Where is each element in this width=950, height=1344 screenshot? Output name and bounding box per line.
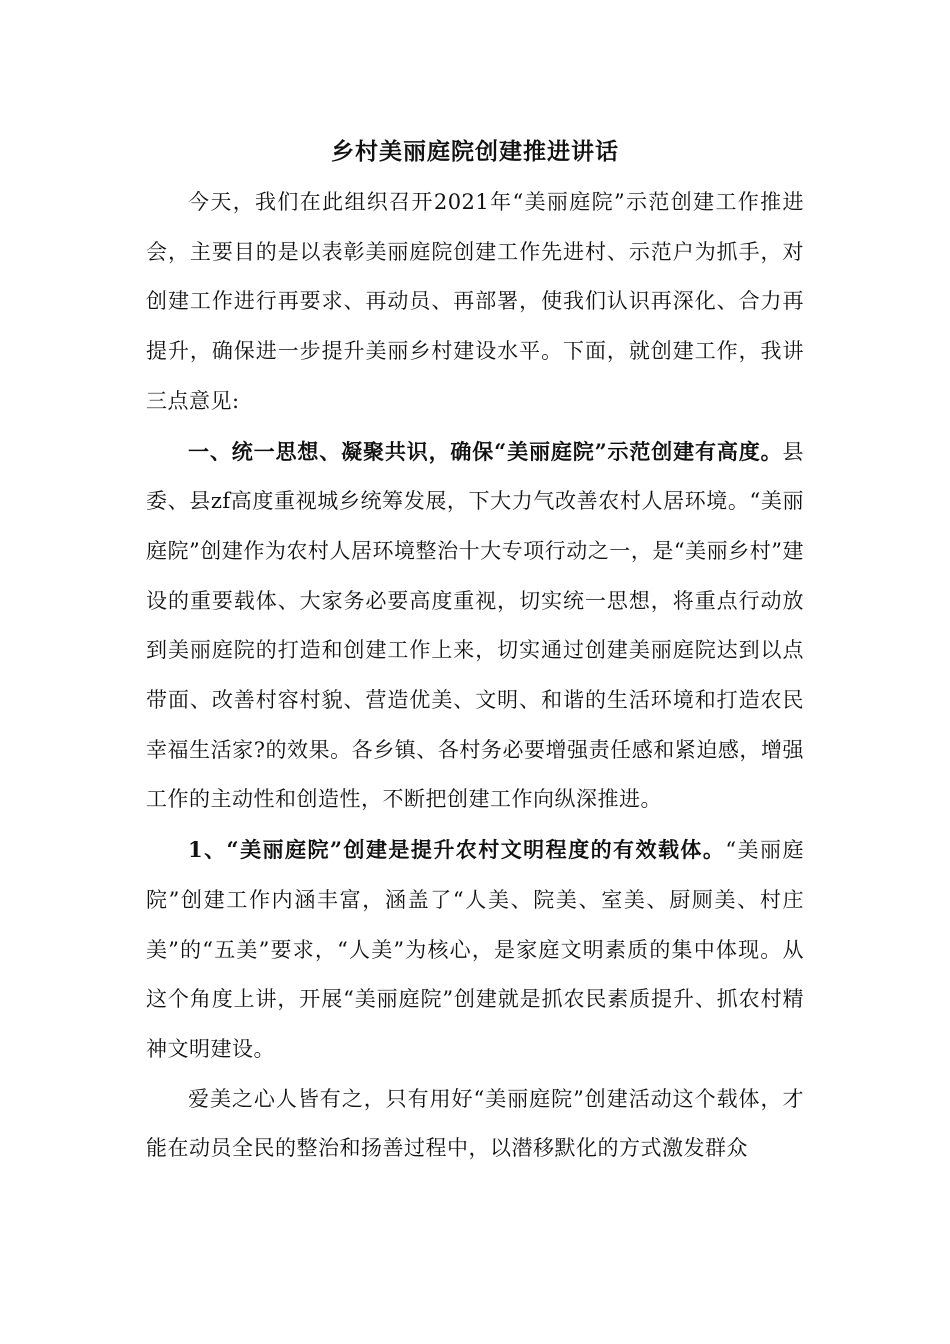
item-1-body: “美丽庭院”创建工作内涵丰富，涵盖了“人美、院美、室美、厨厕美、村庄美”的“五美”要求，“人美”为核心，是家庭文明素质的集中体现。从这个角度上讲，开展“美丽庭院”创建就是抓农民素质提升、抓农村精神文明建设。 (146, 838, 804, 1061)
section-1-paragraph (146, 427, 804, 826)
item-1-paragraph (146, 825, 804, 1075)
closing-paragraph: 爱美之心人皆有之，只有用好“美丽庭院”创建活动这个载体，才能在动员全民的整治和扬善过程中，以潜移默化的方式激发群众 (146, 1086, 804, 1161)
item-1-heading: 1、“美丽庭院”创建是提升农村文明程度的有效载体。 (188, 837, 726, 863)
document-title: 乡村美丽庭院创建推进讲话 (331, 138, 619, 165)
document-body (146, 178, 804, 1174)
section-1-heading: 一、统一思想、凝聚共识，确保“美丽庭院”示范创建有高度。 (188, 438, 783, 464)
intro-paragraph: 今天，我们在此组织召开2021年“美丽庭院”示范创建工作推进会，主要目的是以表彰美丽庭院创建工作先进村、示范户为抓手，对创建工作进行再要求、再动员、再部署，使我们认识再深化、合力再提升，确保进一步提升美丽乡村建设水平。下面，就创建工作，我讲三点意见: (146, 190, 804, 413)
section-1-body: 县委、县zf高度重视城乡统筹发展，下大力气改善农村人居环境。“美丽庭院”创建作为农村人居环境整治十大专项行动之一，是“美丽乡村”建设的重要载体、大家务必要高度重视，切实统一思想，将重点行动放到美丽庭院的打造和创建工作上来，切实通过创建美丽庭院达到以点带面、改善村容村貌、营造优美、文明、和谐的生活环境和打造农民幸福生活家?的效果。各乡镇、各村务必要增强责任感和紧迫感，增强工作的主动性和创造性，不断把创建工作向纵深推进。 (146, 439, 804, 812)
